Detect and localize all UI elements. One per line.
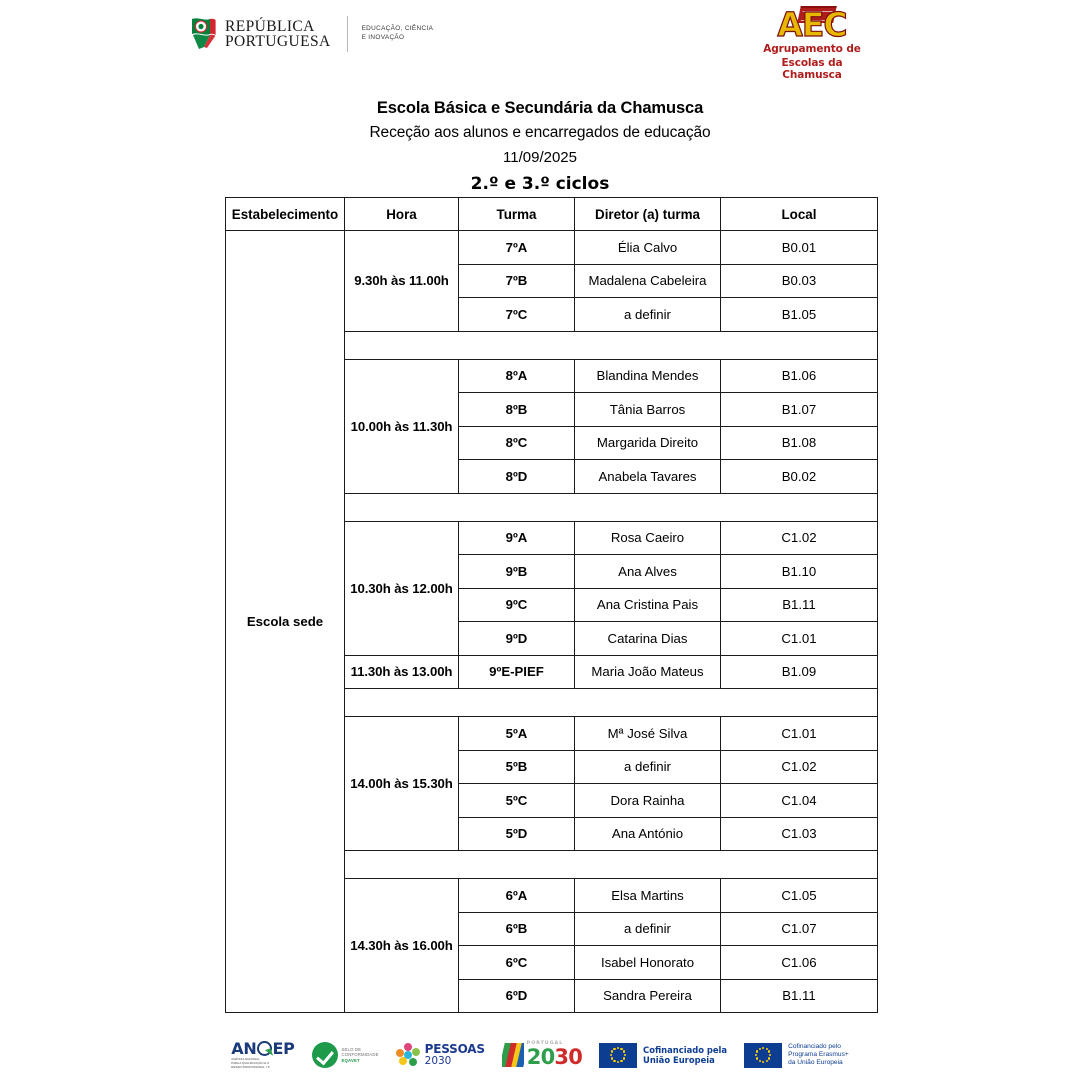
portugal-year-red: 30 <box>554 1045 583 1070</box>
cell-turma: 5ºC <box>459 784 575 818</box>
cell-turma: 5ºD <box>459 817 575 851</box>
cell-turma: 9ºE-PIEF <box>459 655 575 689</box>
anqep-subtitle <box>231 1058 270 1069</box>
header-divider <box>347 16 348 52</box>
erasmus-line1: Cofinanciado pelo <box>788 1042 841 1050</box>
eu-erasmus-logo <box>744 1043 849 1068</box>
cell-local: B1.07 <box>721 393 878 427</box>
cell-diretor: a definir <box>575 912 721 946</box>
cell-local: B1.09 <box>721 655 878 689</box>
cell-diretor: Catarina Dias <box>575 622 721 656</box>
cell-hora: 9.30h às 11.00h <box>345 231 459 332</box>
eu-line1: Cofinanciado pela <box>643 1044 728 1055</box>
cell-local: C1.02 <box>721 521 878 555</box>
pessoas-line1: PESSOAS <box>424 1042 485 1057</box>
pessoas-line2: 2030 <box>424 1055 452 1068</box>
aec-name-line1: Agrupamento de <box>763 43 861 55</box>
spacer-cell <box>345 331 878 359</box>
spacer-cell <box>345 851 878 879</box>
cell-turma: 8ºB <box>459 393 575 427</box>
rp-line2: PORTUGUESA <box>225 33 331 50</box>
footer-logos <box>0 1030 1080 1080</box>
cell-diretor: Mª José Silva <box>575 717 721 751</box>
column-header-estabelecimento: Estabelecimento <box>226 198 345 231</box>
portugal-shield-icon <box>190 17 216 51</box>
cell-turma: 9ºA <box>459 521 575 555</box>
cell-diretor: Tânia Barros <box>575 393 721 427</box>
cell-local: C1.02 <box>721 750 878 784</box>
eqavet-line2: CONFORMIDADE <box>341 1052 379 1058</box>
erasmus-line2: Programa Erasmus+ <box>788 1050 849 1058</box>
eu-flag-icon <box>599 1043 637 1068</box>
anqep-wordmark <box>231 1038 295 1058</box>
aec-name-line2: Escolas da Chamusca <box>781 56 843 81</box>
eu-cofinanced-logo <box>599 1043 727 1068</box>
cell-turma: 6ºA <box>459 879 575 913</box>
cell-local: B1.05 <box>721 298 878 332</box>
aec-mark <box>753 5 871 44</box>
eqavet-logo <box>312 1042 379 1068</box>
column-header-local: Local <box>721 198 878 231</box>
table-header-row <box>226 198 878 231</box>
cell-turma: 8ºC <box>459 426 575 460</box>
table-body <box>226 231 878 1013</box>
cell-diretor: Rosa Caeiro <box>575 521 721 555</box>
cell-local: B1.06 <box>721 359 878 393</box>
column-header-hora: Hora <box>345 198 459 231</box>
cell-diretor: Ana António <box>575 817 721 851</box>
cell-turma: 5ºA <box>459 717 575 751</box>
cell-local: C1.07 <box>721 912 878 946</box>
cell-diretor: Ana Alves <box>575 555 721 589</box>
cell-diretor: Madalena Cabeleira <box>575 264 721 298</box>
spacer-cell <box>345 689 878 717</box>
cell-local: B1.11 <box>721 588 878 622</box>
eqavet-text <box>342 1047 379 1063</box>
cell-turma: 7ºB <box>459 264 575 298</box>
spacer-cell <box>345 493 878 521</box>
anqep-logo <box>231 1038 295 1069</box>
republica-portuguesa-wordmark <box>225 19 331 50</box>
ministry-line1: EDUCAÇÃO, CIÊNCIA <box>361 25 434 33</box>
ministry-line2: E INOVAÇÃO <box>361 34 405 41</box>
eu-line2: União Europeia <box>643 1055 715 1065</box>
ministry-label <box>362 25 434 42</box>
portugal-year-green: 20 <box>526 1045 555 1070</box>
cell-local: C1.04 <box>721 784 878 818</box>
table-header <box>226 198 878 231</box>
pessoas-2030-logo <box>396 1043 485 1068</box>
column-header-diretor: Diretor (a) turma <box>575 198 721 231</box>
people-cluster-icon <box>396 1043 421 1068</box>
cell-turma: 6ºB <box>459 912 575 946</box>
portugal-label: PORTUGAL <box>526 1040 564 1046</box>
cell-local: B1.10 <box>721 555 878 589</box>
aec-acronym: AEC <box>777 5 847 44</box>
anqep-sub-line1: AGÊNCIA NACIONAL <box>231 1057 260 1062</box>
cell-turma: 9ºC <box>459 588 575 622</box>
eqavet-line3: EQAVET <box>341 1057 360 1063</box>
cell-diretor: Anabela Tavares <box>575 460 721 494</box>
cell-estabelecimento: Escola sede <box>226 231 345 1013</box>
anqep-q-icon <box>257 1041 272 1056</box>
cell-hora: 11.30h às 13.00h <box>345 655 459 689</box>
anqep-sub-line3: ENSINO PROFISSIONAL, I.P. <box>231 1064 271 1069</box>
cell-diretor: a definir <box>575 298 721 332</box>
cell-diretor: Margarida Direito <box>575 426 721 460</box>
anqep-an: AN <box>231 1038 257 1058</box>
eqavet-line1: SELO DE <box>341 1046 362 1052</box>
cell-hora: 10.30h às 12.00h <box>345 521 459 655</box>
cell-diretor: a definir <box>575 750 721 784</box>
pessoas-text <box>425 1043 485 1067</box>
rp-line1: REPÚBLICA <box>225 17 315 35</box>
cell-local: C1.01 <box>721 622 878 656</box>
cell-hora: 14.00h às 15.30h <box>345 717 459 851</box>
page-header <box>0 0 1080 81</box>
cell-diretor: Sandra Pereira <box>575 979 721 1013</box>
cycles-label: 2.º e 3.º ciclos <box>470 174 610 194</box>
erasmus-line3: da União Europeia <box>788 1059 843 1067</box>
cell-local: C1.01 <box>721 717 878 751</box>
schedule-table-container <box>225 197 877 1013</box>
cell-local: B0.01 <box>721 231 878 265</box>
cell-diretor: Maria João Mateus <box>575 655 721 689</box>
cell-diretor: Elsa Martins <box>575 879 721 913</box>
cell-local: B0.02 <box>721 460 878 494</box>
anqep-sub-line2: PARA A QUALIFICAÇÃO E O <box>231 1060 270 1065</box>
cell-turma: 6ºD <box>459 979 575 1013</box>
aec-school-logo <box>752 5 872 82</box>
cell-diretor: Blandina Mendes <box>575 359 721 393</box>
event-subtitle: Receção aos alunos e encarregados de educação <box>369 124 711 141</box>
portugal-flag-icon <box>502 1043 524 1067</box>
eu-cofinanced-text <box>643 1045 727 1066</box>
table-row <box>226 231 878 265</box>
cell-turma: 8ºD <box>459 460 575 494</box>
cell-local: B0.03 <box>721 264 878 298</box>
portugal-2030-text <box>527 1042 582 1069</box>
schedule-table <box>225 197 878 1013</box>
cell-turma: 8ºA <box>459 359 575 393</box>
page-title: Escola Básica e Secundária da Chamusca <box>376 99 704 117</box>
portugal-2030-logo <box>502 1042 582 1069</box>
cell-diretor: Élia Calvo <box>575 231 721 265</box>
document-titles <box>0 96 1080 197</box>
cell-hora: 14.30h às 16.00h <box>345 879 459 1013</box>
eu-erasmus-text <box>788 1043 849 1068</box>
cell-turma: 6ºC <box>459 946 575 980</box>
checkmark-icon <box>312 1042 338 1068</box>
event-date: 11/09/2025 <box>503 149 577 166</box>
cell-turma: 9ºD <box>459 622 575 656</box>
cell-turma: 7ºC <box>459 298 575 332</box>
cell-local: B1.08 <box>721 426 878 460</box>
cell-hora: 10.00h às 11.30h <box>345 359 459 493</box>
cell-turma: 5ºB <box>459 750 575 784</box>
cell-local: B1.11 <box>721 979 878 1013</box>
cell-diretor: Isabel Honorato <box>575 946 721 980</box>
cell-local: C1.05 <box>721 879 878 913</box>
cell-diretor: Dora Rainha <box>575 784 721 818</box>
column-header-turma: Turma <box>459 198 575 231</box>
cell-local: C1.03 <box>721 817 878 851</box>
cell-local: C1.06 <box>721 946 878 980</box>
cell-turma: 7ºA <box>459 231 575 265</box>
anqep-ep: EP <box>272 1038 295 1058</box>
cell-turma: 9ºB <box>459 555 575 589</box>
portugal-year <box>527 1047 582 1068</box>
eu-flag-erasmus-icon <box>744 1043 782 1068</box>
cell-diretor: Ana Cristina Pais <box>575 588 721 622</box>
republica-portuguesa-logo <box>190 14 433 54</box>
